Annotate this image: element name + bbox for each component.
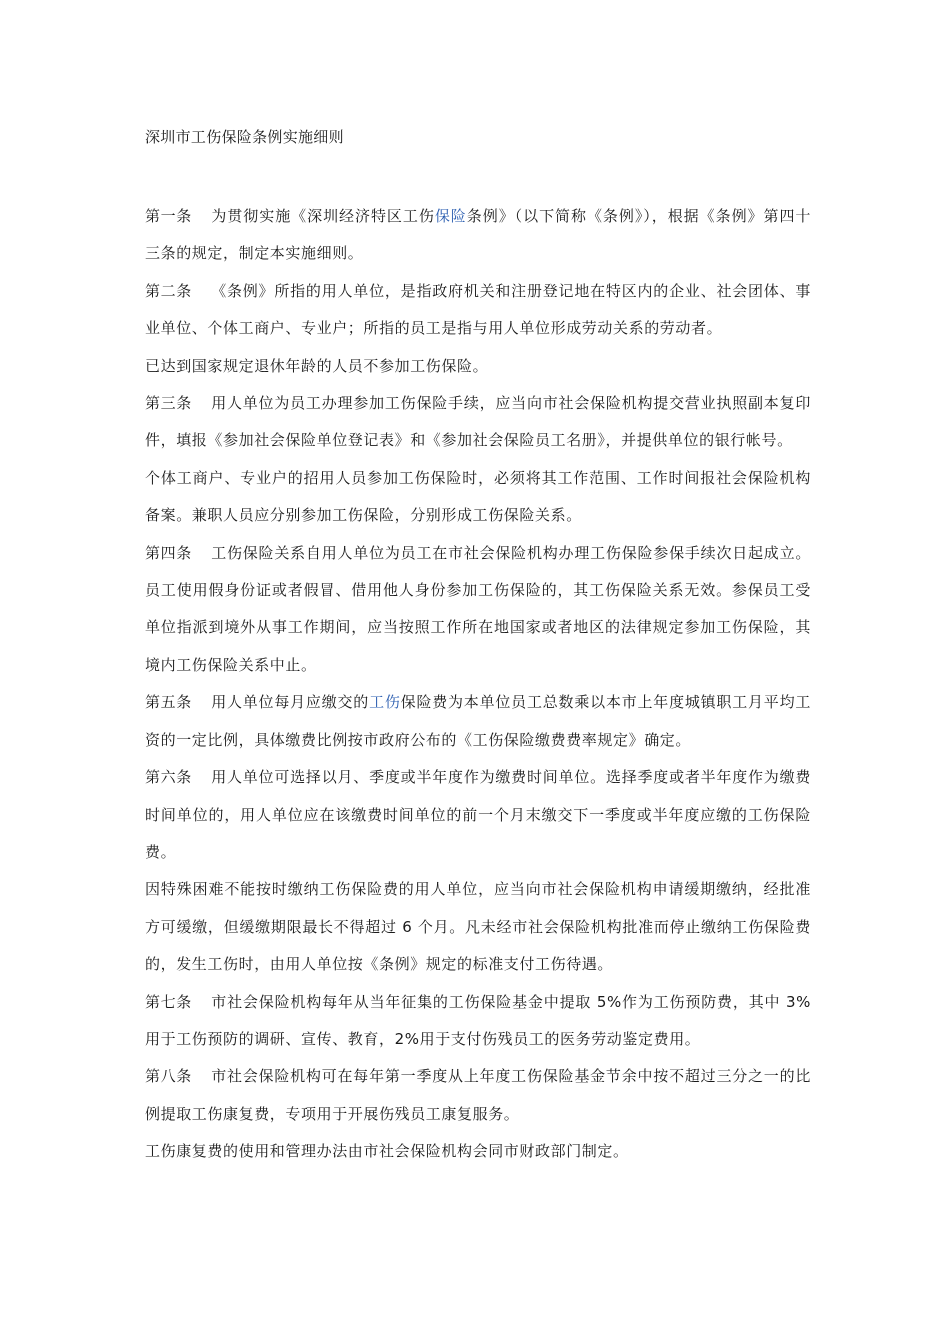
paragraph: 工伤康复费的使用和管理办法由市社会保险机构会同市财政部门制定。 — [145, 1142, 629, 1161]
article-text: 用人单位每月应缴交的 — [211, 693, 370, 712]
article-7 — [145, 984, 811, 1059]
article-text: 工伤保险关系自用人单位为员工在市社会保险机构办理工伤保险参保手续次日起成立。员工使用假身份证或者假冒、借用他人身份参加工伤保险的，其工伤保险关系无效。参保员工受单位指派到境外从事工作期间，应当按照工作所在地国家或者地区的法律规定参加工伤保险，其境内工伤保险关系中止。 — [145, 543, 811, 674]
article-4 — [145, 535, 811, 685]
document-title: 深圳市工伤保险条例实施细则 — [145, 128, 344, 146]
paragraph: 个体工商户、专业户的招用人员参加工伤保险时，必须将其工作范围、工作时间报社会保险机构备案。兼职人员应分别参加工伤保险，分别形成工伤保险关系。 — [145, 468, 811, 525]
article-text: 为贯彻实施《深圳经济特区工伤 — [211, 207, 435, 225]
article-number: 第四条 — [145, 543, 192, 562]
article-5 — [145, 684, 811, 759]
article-3 — [145, 385, 811, 460]
keyword-link[interactable]: 工伤 — [369, 693, 401, 712]
article-text: 市社会保险机构每年从当年征集的工伤保险基金中提取 5%作为工伤预防费，其中 3%用于工伤预防的调研、宣传、教育，2%用于支付伤残员工的医务劳动鉴定费用。 — [145, 992, 811, 1048]
article-6 — [145, 759, 811, 871]
article-text: 条例》（以下简称《条例》），根据《条例》第四十三条的规定，制定本实施细则。 — [145, 207, 812, 263]
article-1 — [145, 198, 811, 273]
paragraph: 已达到国家规定退休年龄的人员不参加工伤保险。 — [145, 356, 489, 375]
article-number: 第五条 — [145, 693, 192, 712]
article-text: 用人单位可选择以月、季度或半年度作为缴费时间单位。选择季度或者半年度作为缴费时间单位的，用人单位应在该缴费时间单位的前一个月末缴交下一季度或半年度应缴的工伤保险费。 — [145, 768, 811, 861]
article-number: 第二条 — [145, 281, 192, 300]
article-2 — [145, 273, 811, 348]
paragraph: 因特殊困难不能按时缴纳工伤保险费的用人单位，应当向市社会保险机构申请缓期缴纳，经批准方可缓缴，但缓缴期限最长不得超过 6 个月。凡未经市社会保险机构批准而停止缴纳工伤保险费的，发生工伤时，由用人单位按《条例》规定的标准支付工伤待遇。 — [145, 880, 811, 974]
article-text: 《条例》所指的用人单位，是指政府机关和注册登记地在特区内的企业、社会团体、事业单位、个体工商户、专业户；所指的员工是指与用人单位形成劳动关系的劳动者。 — [145, 281, 811, 338]
article-text: 保险费为本单位员工总数乘以本市上年度城镇职工月平均工资的一定比例，具体缴费比例按市政府公布的《工伤保险缴费费率规定》确定。 — [145, 693, 811, 749]
article-number: 第一条 — [145, 207, 192, 225]
article-8 — [145, 1058, 811, 1133]
article-number: 第三条 — [145, 394, 192, 413]
article-text: 市社会保险机构可在每年第一季度从上年度工伤保险基金节余中按不超过三分之一的比例提取工伤康复费，专项用于开展伤残员工康复服务。 — [145, 1067, 811, 1123]
article-number: 第八条 — [145, 1067, 192, 1086]
keyword-link[interactable]: 保险 — [434, 207, 467, 225]
document-body — [145, 198, 811, 1171]
article-text: 用人单位为员工办理参加工伤保险手续，应当向市社会保险机构提交营业执照副本复印件，填报《参加社会保险单位登记表》和《参加社会保险员工名册》，并提供单位的银行帐号。 — [145, 394, 811, 450]
article-number: 第六条 — [145, 768, 192, 787]
article-number: 第七条 — [145, 992, 192, 1011]
